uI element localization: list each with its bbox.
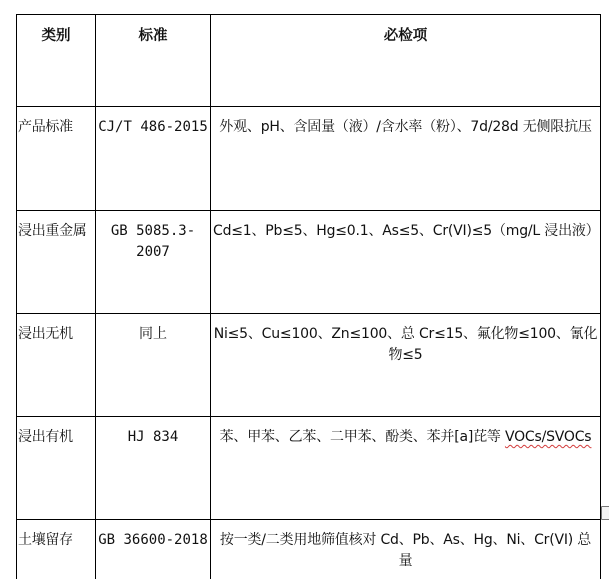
row-standard: GB 5085.3-2007 bbox=[96, 211, 211, 314]
row-standard: CJ/T 486-2015 bbox=[96, 107, 211, 211]
row-category: 产品标准 bbox=[17, 107, 96, 211]
table-row bbox=[17, 211, 601, 314]
header-standard: 标准 bbox=[96, 15, 211, 107]
required-text: 苯、甲苯、乙苯、二甲苯、酚类、苯并[a]芘等 bbox=[219, 429, 505, 445]
row-category: 浸出有机 bbox=[17, 417, 96, 520]
row-required: Cd≤1、Pb≤5、Hg≤0.1、As≤5、Cr(VI)≤5（mg/L 浸出液） bbox=[211, 211, 601, 314]
row-standard: 同上 bbox=[96, 314, 211, 417]
row-category: 浸出重金属 bbox=[17, 211, 96, 314]
paste-options-icon[interactable] bbox=[601, 506, 609, 520]
table-header-row bbox=[17, 15, 601, 107]
row-standard: HJ 834 bbox=[96, 417, 211, 520]
table-row bbox=[17, 314, 601, 417]
table-row bbox=[17, 520, 601, 579]
spellcheck-marked-text: VOCs/SVOCs bbox=[504, 429, 592, 445]
row-category: 浸出无机 bbox=[17, 314, 96, 417]
row-required bbox=[211, 417, 601, 520]
header-required: 必检项 bbox=[211, 15, 601, 107]
row-required: Ni≤5、Cu≤100、Zn≤100、总 Cr≤15、氟化物≤100、氰化物≤5 bbox=[211, 314, 601, 417]
row-required: 按一类/二类用地筛值核对 Cd、Pb、As、Hg、Ni、Cr(VI) 总量 bbox=[211, 520, 601, 579]
row-standard: GB 36600-2018 bbox=[96, 520, 211, 579]
table-row bbox=[17, 417, 601, 520]
header-category: 类别 bbox=[17, 15, 96, 107]
row-category: 土壤留存 bbox=[17, 520, 96, 579]
table-row bbox=[17, 107, 601, 211]
standards-table bbox=[16, 14, 601, 579]
row-required: 外观、pH、含固量（液）/含水率（粉）、7d/28d 无侧限抗压 bbox=[211, 107, 601, 211]
